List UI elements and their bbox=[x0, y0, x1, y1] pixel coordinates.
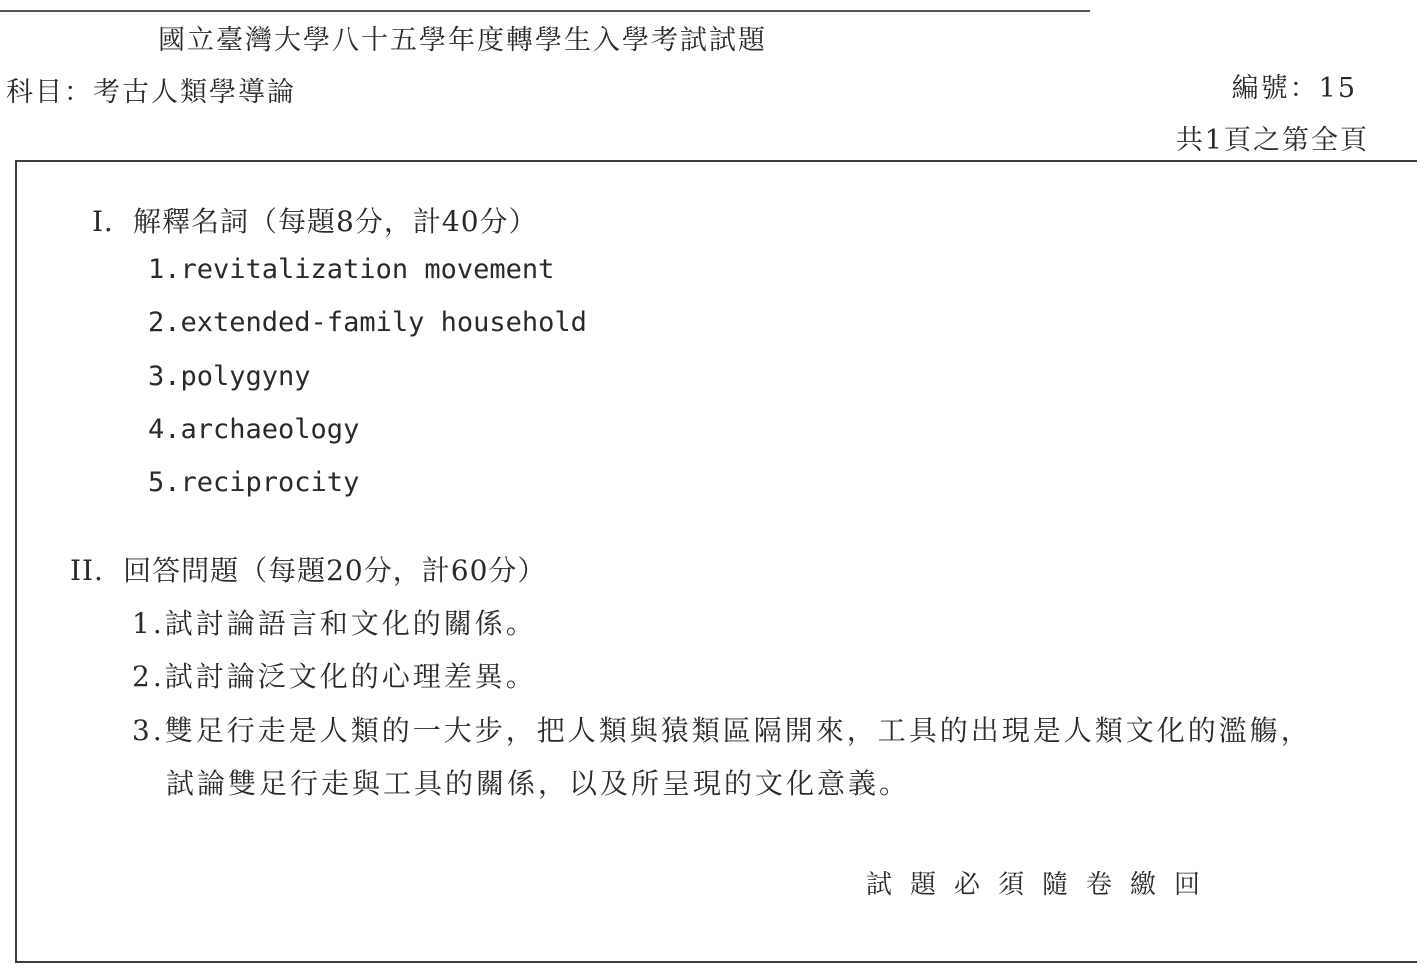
term-item: 3.polygyny bbox=[148, 361, 311, 392]
question-item: 3.雙足行走是人類的一大步，把人類與猿類區隔開來，工具的出現是人類文化的濫觴， bbox=[132, 714, 1312, 747]
question-item-continuation: 試論雙足行走與工具的關係，以及所呈現的文化意義。 bbox=[166, 767, 911, 800]
page-count: 共1頁之第全頁 bbox=[1175, 125, 1369, 156]
top-rule bbox=[0, 10, 1090, 12]
section-2-heading: II．回答問題（每題20分，計60分） bbox=[70, 554, 547, 587]
exam-code: 編號：15 bbox=[1231, 73, 1357, 104]
question-item: 2.試討論泛文化的心理差異。 bbox=[132, 660, 537, 693]
term-item: 4.archaeology bbox=[148, 414, 360, 445]
exam-title: 國立臺灣大學八十五學年度轉學生入學考試試題 bbox=[158, 25, 767, 56]
term-item: 5.reciprocity bbox=[148, 467, 360, 498]
subject-label: 科目：考古人類學導論 bbox=[6, 77, 296, 108]
question-item: 1.試討論語言和文化的關係。 bbox=[132, 607, 537, 640]
section-1-heading: I．解釋名詞（每題8分，計40分） bbox=[92, 205, 538, 238]
return-paper-note: 試題必須隨卷繳回 bbox=[866, 870, 1219, 900]
term-item: 2.extended-family household bbox=[148, 307, 587, 338]
term-item: 1.revitalization movement bbox=[148, 254, 555, 285]
